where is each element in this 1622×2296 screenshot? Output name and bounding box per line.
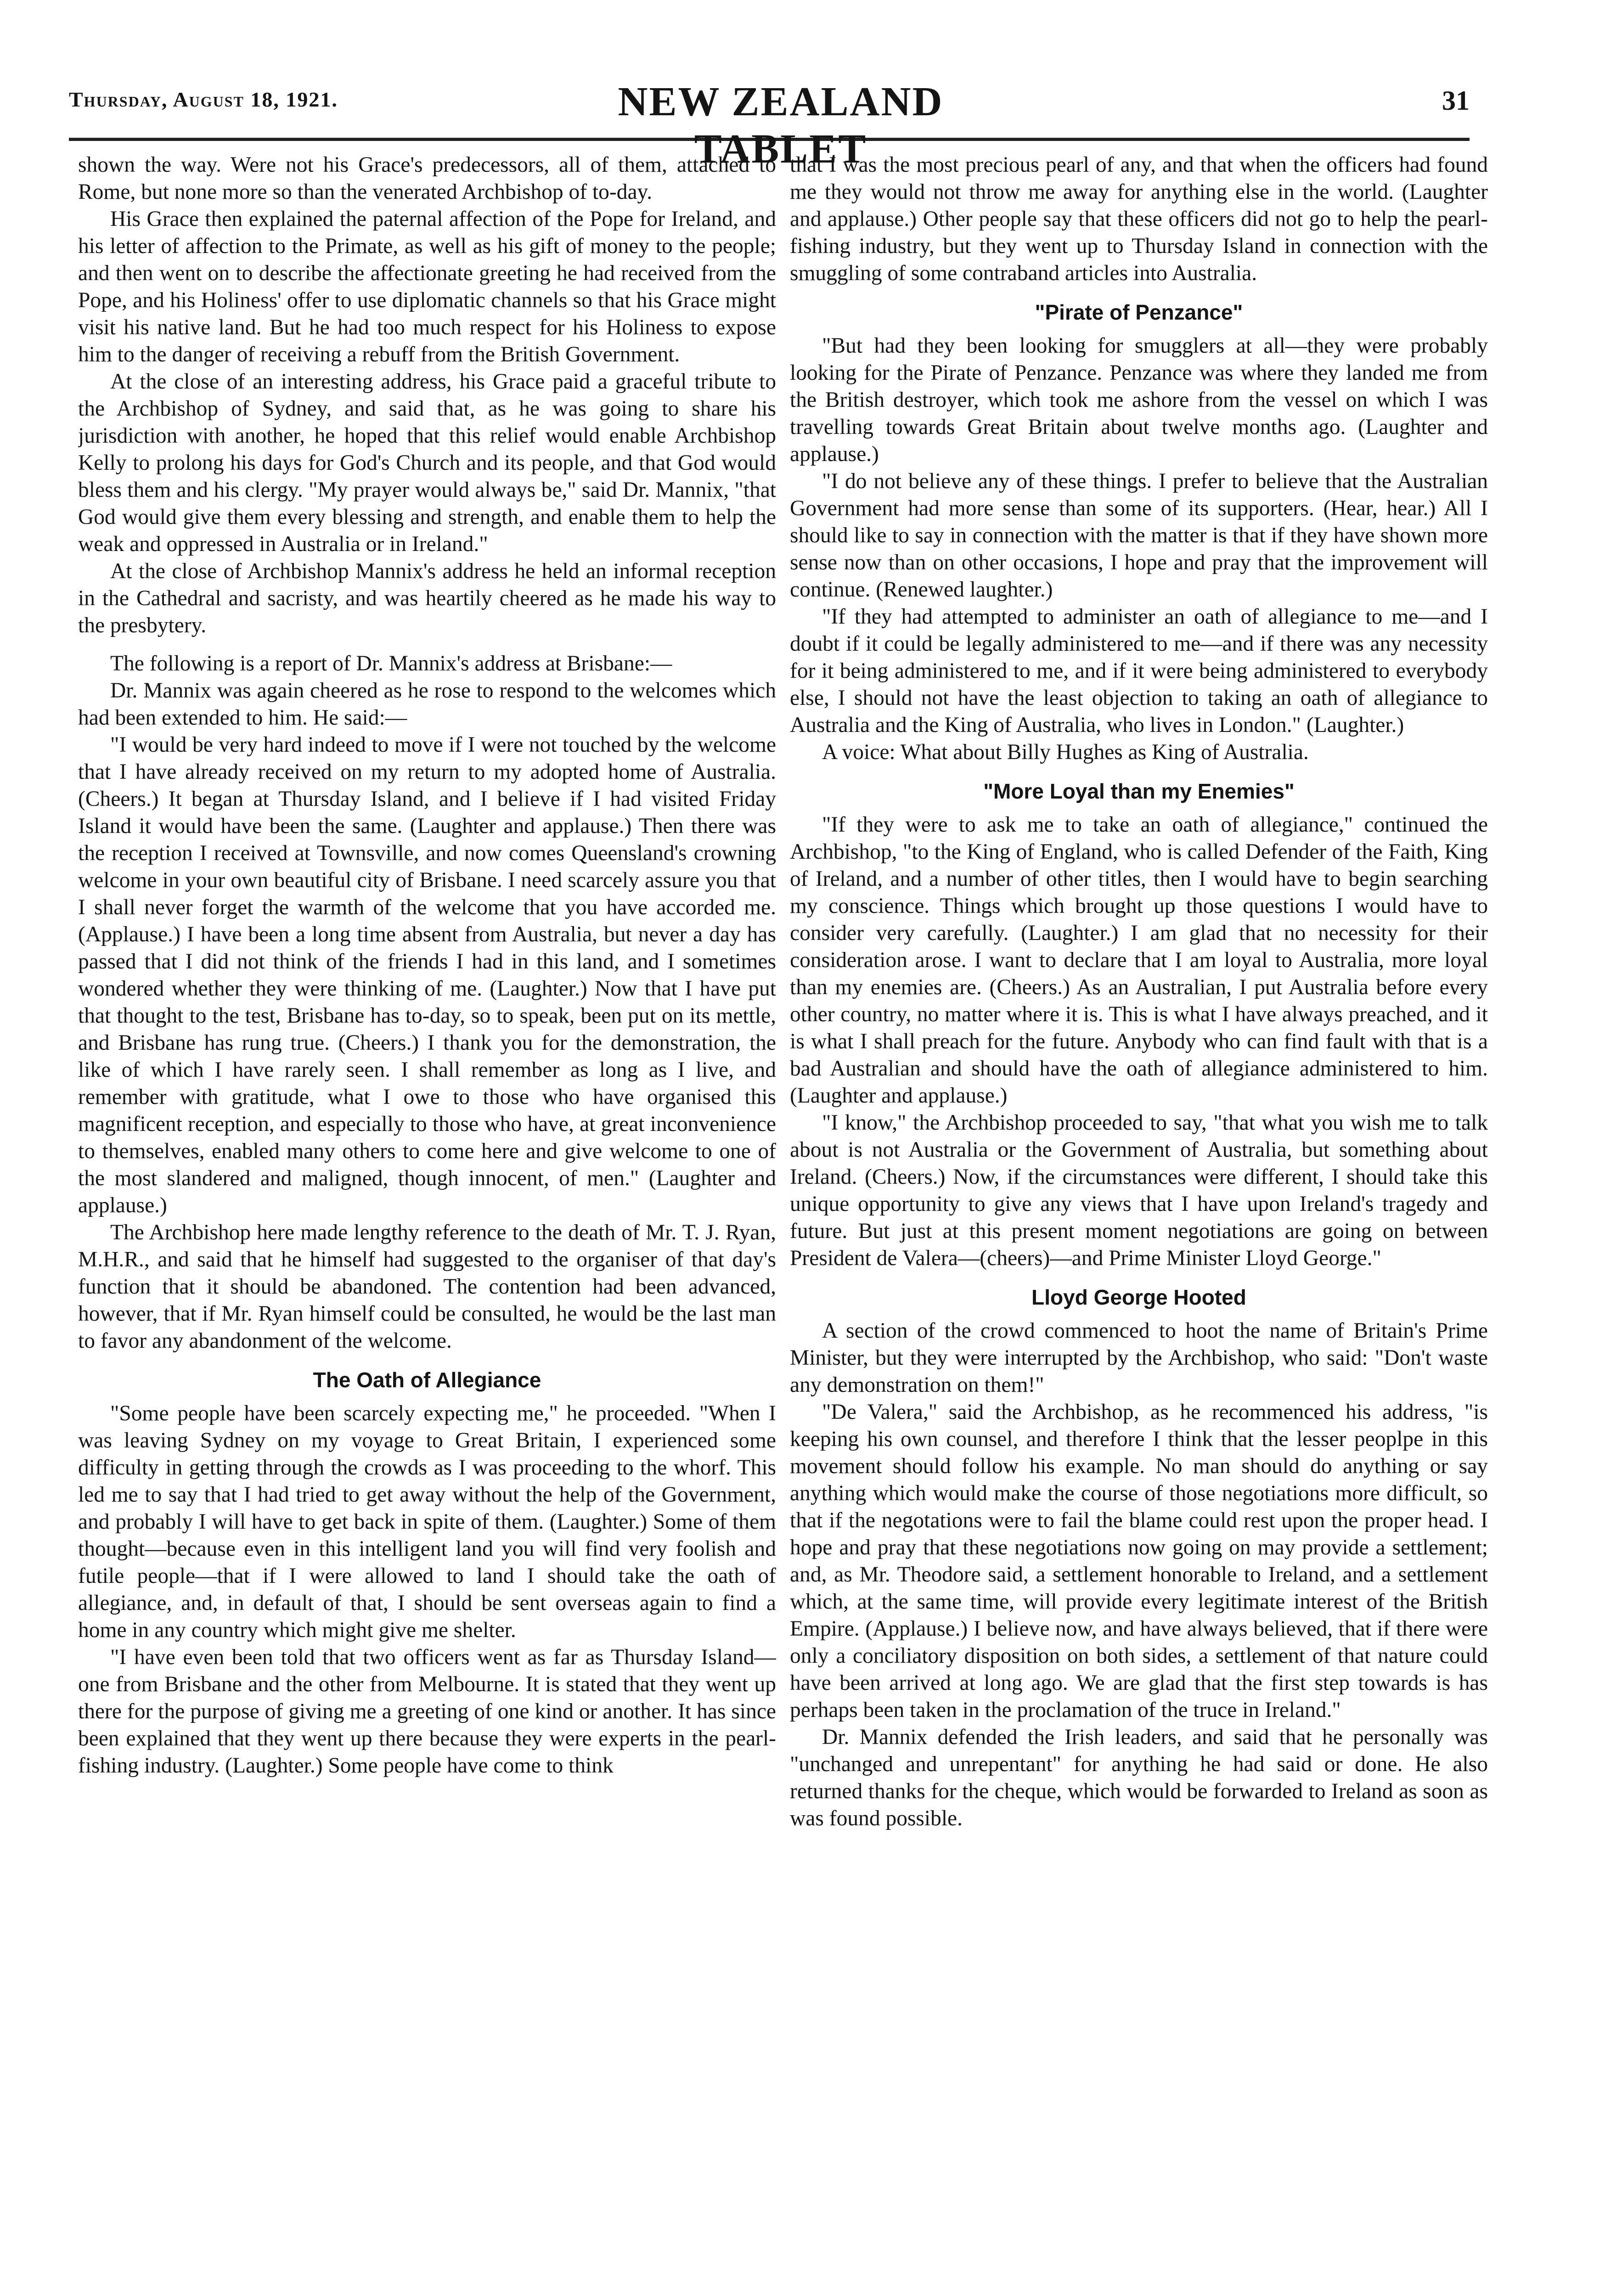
- right-column: [790, 152, 1488, 2296]
- section-heading: The Oath of Allegiance: [313, 1368, 541, 1392]
- paragraph: shown the way. Were not his Grace's predecessors, all of them, attached to Rome, but none more so than the venerated Archbishop of to-day.: [78, 153, 776, 204]
- left-column: [78, 152, 776, 2296]
- paragraph: His Grace then explained the paternal affection of the Pope for Ireland, and his letter of affection to the Primate, as well as his gift of money to the people; and then went on to describe the affectionate greeting he had received from the Pope, and his Holiness' offer to use diplomatic channels so that his Grace might visit his native land. But he had too much respect for his Holiness to expose him to the danger of receiving a rebuff from the British Government.: [78, 207, 776, 366]
- page-number: 31: [1442, 85, 1470, 116]
- section-heading: "Pirate of Penzance": [1035, 300, 1243, 324]
- paragraph: A voice: What about Billy Hughes as King of Australia.: [822, 740, 1309, 764]
- paragraph: Dr. Mannix defended the Irish leaders, and said that he personally was "unchanged and unrepentant" for anything he had said or done. He also returned thanks for the cheque, which would be forwarded to Ireland as soon as was found possible.: [790, 1725, 1488, 1830]
- paragraph: The Archbishop here made lengthy reference to the death of Mr. T. J. Ryan, M.H.R., and said that he himself had suggested to the organiser of that day's function that it should be abandoned. The contention had been advanced, however, that if Mr. Ryan himself could be consulted, he would be the last man to favor any abandonment of the welcome.: [78, 1221, 776, 1353]
- paragraph: "If they had attempted to administer an oath of allegiance to me—and I doubt if it could be legally administered to me—and if there was any necessity for it being administered to me, and if it were being administered to everybody else, I should not have the least objection to taking an oath of allegiance to Australia and the King of Australia, who lives in London." (Laughter.): [790, 605, 1488, 737]
- paragraph: "I do not believe any of these things. I prefer to believe that the Australian Government had more sense than some of its supporters. (Hear, hear.) All I should like to say in connection with the matter is that if they have shown more sense now than on other occasions, I hope and pray that the improvement will continue. (Renewed laughter.): [790, 469, 1488, 602]
- publication-title: NEW ZEALAND TABLET: [618, 79, 944, 172]
- section-heading: Lloyd George Hooted: [1031, 1285, 1246, 1309]
- paragraph: "Some people have been scarcely expecting me," he proceeded. "When I was leaving Sydney on my voyage to Great Britain, I experienced some difficulty in getting through the crowds as I was proceeding to the whorf. This led me to say that I had tried to get away without the help of the Government, and probably I will have to get back in spite of them. (Laughter.) Some of them thought—because even in this intelligent land you will find very foolish and futile people—that if I were allowed to land I should take the oath of allegiance, and, in default of that, I should be sent overseas again to find a home in any country which might give me shelter.: [78, 1401, 776, 1642]
- page-header: [69, 69, 1470, 172]
- paragraph: "But had they been looking for smugglers at all—they were probably looking for the Pirate of Penzance. Penzance was where they landed me from the British destroyer, which took me ashore from the vessel on which I was travelling towards Great Britain about twelve months ago. (Laughter and applause.): [790, 334, 1488, 466]
- paragraph: At the close of Archbishop Mannix's address he held an informal reception in the Cathedral and sacristy, and was heartily cheered as he made his way to the presbytery.: [78, 559, 776, 637]
- paragraph: "I know," the Archbishop proceeded to say, "that what you wish me to talk about is not Australia or the Government of Australia, but something about Ireland. (Cheers.) Now, if the circumstances were different, I should take this unique opportunity to give any views that I have upon Ireland's tragedy and future. But just at this present moment negotiations are going on between President de Valera—(cheers)—and Prime Minister Lloyd George.": [790, 1111, 1488, 1270]
- paragraph: "I would be very hard indeed to move if I were not touched by the welcome that I have already received on my return to my adopted home of Australia. (Cheers.) It began at Thursday Island, and I believe if I had visited Friday Island it would have been the same. (Laughter and applause.) Then there was the reception I received at Townsville, and now comes Queensland's crowning welcome in your own beautiful city of Brisbane. I need scarcely assure you that I shall never forget the warmth of the welcome that you have accorded me. (Applause.) I have been a long time absent from Australia, but never a day has passed that I did not think of the friends I had in this land, and I sometimes wondered whether they were thinking of me. (Laughter.) Now that I have put that thought to the test, Brisbane has to-day, so to speak, been put on its mettle, and Brisbane has rung true. (Cheers.) I thank you for the demonstration, the like of which I have rarely seen. I shall remember as long as I live, and remember with gratitude, what I owe to those who have organised this magnificent reception, and especially to those who have, at great inconvenience to themselves, enabled many others to come here and give welcome to one of the most slandered and maligned, though innocent, of men." (Laughter and applause.): [78, 733, 776, 1217]
- paragraph: At the close of an interesting address, his Grace paid a graceful tribute to the Archbishop of Sydney, and said that, as he was going to share his jurisdiction with another, he hoped that this relief would enable Archbishop Kelly to prolong his days for God's Church and its people, and that God would bless them and his clergy. "My prayer would always be," said Dr. Mannix, "that God would give them every blessing and strength, and enable them to help the weak and oppressed in Australia or in Ireland.": [78, 370, 776, 556]
- header-date: Thursday, August 18, 1921.: [69, 88, 338, 111]
- paragraph: "I have even been told that two officers went as far as Thursday Island—one from Brisbane and the other from Melbourne. It is stated that they went up there for the purpose of giving me a greeting of one kind or another. It has since been explained that they went up there because they were experts in the pearl-fishing industry. (Laughter.) Some people have come to think: [78, 1645, 776, 1778]
- paragraph: "De Valera," said the Archbishop, as he recommenced his address, "is keeping his own counsel, and therefore I think that the lesser peoplpe in this movement should follow his example. No man should do anything or say anything which would make the course of those negotiations more difficult, so that if the negotations were to fail the blame could rest upon the proper head. I hope and pray that these negotiations now going on may provide a settlement; and, as Mr. Theodore said, a settlement honorable to Ireland, and a settlement which, at the same time, will provide every legitimate interest of the British Empire. (Applause.) I believe now, and have always believed, that if there were only a conciliatory disposition on both sides, a settlement of that nature could have been arrived at long ago. We are glad that the first step towards is has perhaps been taken in the proclamation of the truce in Ireland.": [790, 1400, 1488, 1722]
- paragraph: "If they were to ask me to take an oath of allegiance," continued the Archbishop, "to the King of England, who is called Defender of the Faith, King of Ireland, and a number of other titles, then I would have to begin searching my conscience. Things which brought up those questions I would have to consider very carefully. (Laughter.) I am glad that no necessity for their consideration arose. I want to declare that I am loyal to Australia, more loyal than my enemies are. (Cheers.) As an Australian, I put Australia before every other country, no matter where it is. This is what I have always preached, and it is what I shall preach for the future. Anybody who can find fault with that is a bad Australian and should have the oath of allegiance administered to him. (Laughter and applause.): [790, 813, 1488, 1108]
- paragraph: that I was the most precious pearl of any, and that when the officers had found me they would not throw me away for anything else in the world. (Laughter and applause.) Other people say that these officers did not go to help the pearl-fishing industry, but they went up to Thursday Island in connection with the smuggling of some contraband articles into Australia.: [790, 153, 1488, 285]
- section-heading: "More Loyal than my Enemies": [983, 779, 1295, 803]
- paragraph: A section of the crowd commenced to hoot the name of Britain's Prime Minister, but they were interrupted by the Archbishop, who said: "Don't waste any demonstration on them!": [790, 1319, 1488, 1397]
- paragraph: The following is a report of Dr. Mannix's address at Brisbane:—: [110, 652, 672, 675]
- paragraph: Dr. Mannix was again cheered as he rose to respond to the welcomes which had been extended to him. He said:—: [78, 679, 776, 730]
